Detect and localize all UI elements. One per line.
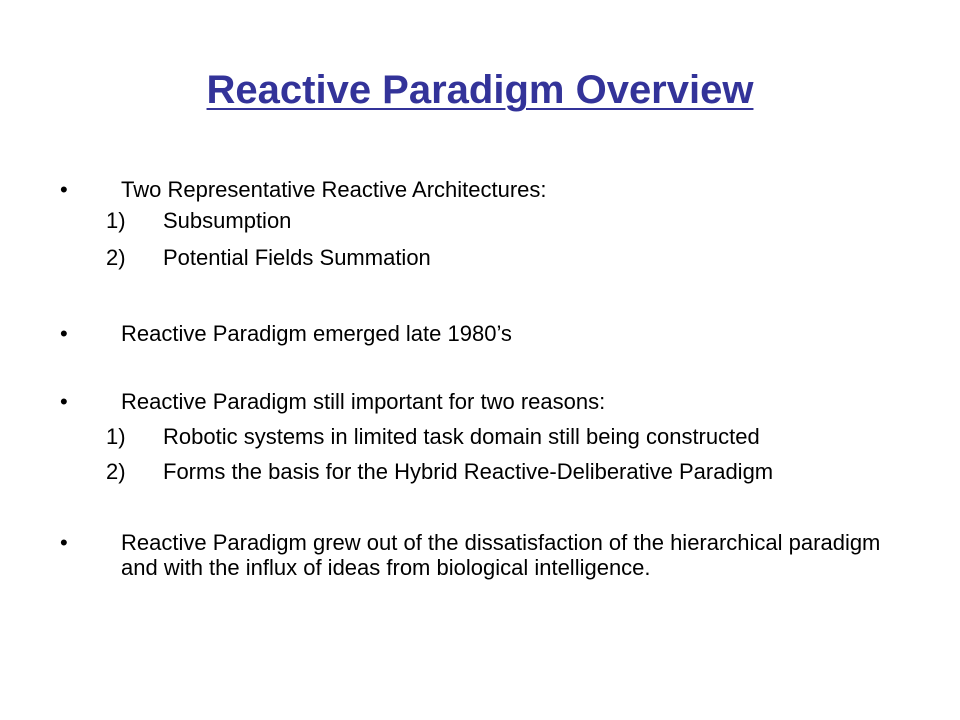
numbered-marker: 1) xyxy=(106,424,126,449)
slide-title: Reactive Paradigm Overview xyxy=(206,68,754,112)
bullet-symbol: • xyxy=(60,389,68,414)
bullet-symbol: • xyxy=(60,321,68,346)
bullet-text: Reactive Paradigm grew out of the dissatisfaction of the hierarchical paradigm and with the influx of ideas from biological intelligence. xyxy=(121,530,881,580)
bullet-text: Reactive Paradigm still important for two reasons: xyxy=(121,389,606,414)
bullet-symbol: • xyxy=(60,530,68,555)
numbered-text: Subsumption xyxy=(163,208,292,233)
numbered-text: Potential Fields Summation xyxy=(163,245,431,270)
numbered-text: Forms the basis for the Hybrid Reactive-Deliberative Paradigm xyxy=(163,459,774,484)
bullet-text: Reactive Paradigm emerged late 1980’s xyxy=(121,321,512,346)
numbered-marker: 1) xyxy=(106,208,126,233)
numbered-marker: 2) xyxy=(106,459,126,484)
bullet-symbol: • xyxy=(60,177,68,202)
numbered-marker: 2) xyxy=(106,245,126,270)
numbered-text: Robotic systems in limited task domain still being constructed xyxy=(163,424,760,449)
bullet-text: Two Representative Reactive Architectures: xyxy=(121,177,547,202)
